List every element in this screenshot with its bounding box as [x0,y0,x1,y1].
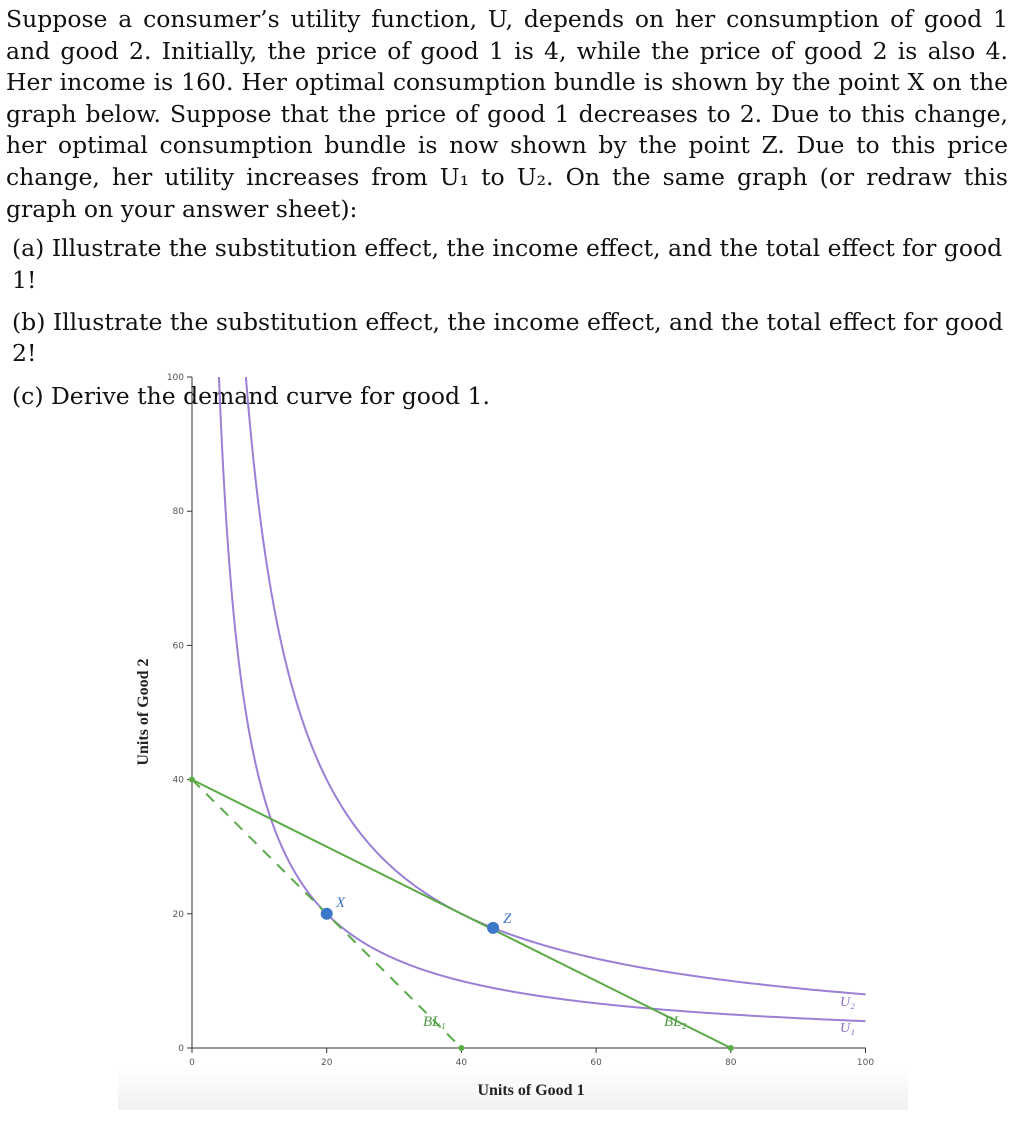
part-a: (a) Illustrate the substitution effect, the income effect, and the total effect for good 1! [12,234,1003,294]
x-axis-title: Units of Good 1 [477,1082,585,1099]
budget-line-bl2 [192,780,731,1048]
x-tick-label: 0 [189,1058,195,1068]
y-axis-title: Units of Good 2 [135,658,152,766]
part-c: (c) Derive the demand curve for good 1. [12,381,490,410]
y-tick-label: 20 [172,909,184,920]
u2-label: U₂ [840,995,855,1010]
point-x-marker [321,908,333,920]
bl2-label: BL₂ [664,1014,687,1030]
y-tick-label: 40 [172,775,184,786]
intercept-dot [728,1045,734,1051]
x-tick-label: 40 [455,1058,468,1068]
y-tick-label: 60 [172,641,184,652]
intercept-dot [458,1045,464,1051]
x-tick-label: 60 [590,1058,602,1068]
indifference-curve-u1 [219,377,866,1021]
u1-label: U₁ [840,1021,855,1036]
point-z-marker [487,922,499,934]
intercept-dot [189,777,195,783]
x-tick-label: 20 [320,1058,333,1068]
point-z-label: Z [503,911,512,927]
y-tick-label: 100 [166,373,184,383]
ticks [167,373,875,1068]
x-tick-label: 80 [725,1058,737,1068]
x-tick-label: 100 [856,1058,875,1068]
point-x-label: X [336,895,346,911]
y-tick-label: 80 [172,507,184,518]
problem-intro: Suppose a consumer’s utility function, U, depends on her consumption of good 1 and good 2. Initially, the price of good 1 is 4, while the price of good 2 is also 4. Her income is 160. Her optimal consumption bundle is shown by the point X on the graph below. Suppose that the price of good 1 decreases to 2. Due to this change, her optimal consumption bundle is now shown by the point Z. Due to this price change, her utility increases from U₁ to U₂. On the same graph (or redraw this graph on your answer sheet): [6,5,1008,223]
y-tick-label: 0 [178,1044,184,1054]
bl1-label: BL₁ [423,1014,446,1030]
part-b: (b) Illustrate the substitution effect, the income effect, and the total effect for good 2! [12,307,1004,368]
